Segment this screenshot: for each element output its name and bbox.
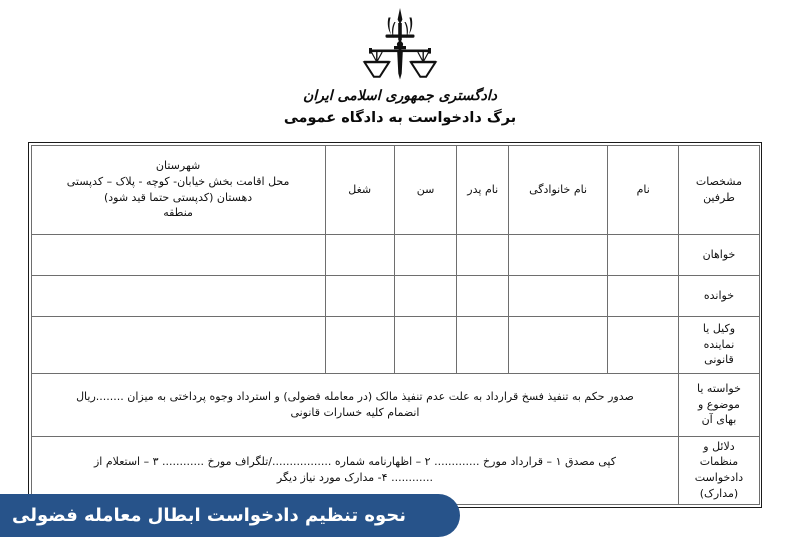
field-defendant-address[interactable] xyxy=(31,275,325,316)
bottom-banner-text: نحوه تنظیم دادخواست ابطال معامله فضولی xyxy=(12,505,406,526)
field-defendant-father-name[interactable] xyxy=(457,275,509,316)
evidence-text-line2: ............ ۴- مدارک مورد نیاز دیگر xyxy=(276,471,434,485)
table-row-attorney xyxy=(31,316,759,373)
address-header-line2: محل اقامت بخش خیابان- کوچه - پلاک – کدپستی xyxy=(66,174,290,188)
table-row-plaintiff xyxy=(31,234,759,275)
address-header-line3: دهستان (کدپستی حتما قید شود) xyxy=(103,190,253,204)
iran-judiciary-emblem-icon xyxy=(354,4,446,92)
address-header-line4: منطقه xyxy=(163,206,193,220)
field-defendant-surname[interactable] xyxy=(509,275,608,316)
row-label-plaintiff: خواهان xyxy=(679,234,759,275)
row-label-evidence-line2: منظمات xyxy=(699,455,739,469)
row-label-defendant: خوانده xyxy=(679,275,759,316)
claim-text-line1: صدور حکم به تنفیذ فسخ قرارداد به علت عدم تنفیذ مالک (در معامله فضولی) و استرداد وجوه پرداختی به میزان ........ریال xyxy=(76,389,634,403)
row-label-evidence-line4: (مدارک) xyxy=(699,487,739,501)
field-attorney-surname[interactable] xyxy=(509,316,608,373)
emblem-container xyxy=(0,4,800,96)
field-plaintiff-name[interactable] xyxy=(608,234,679,275)
field-defendant-age[interactable] xyxy=(394,275,457,316)
column-header-address xyxy=(31,145,325,234)
row-label-attorney xyxy=(679,316,759,373)
row-label-evidence xyxy=(679,436,759,505)
field-attorney-name[interactable] xyxy=(608,316,679,373)
column-header-job: شغل xyxy=(325,145,394,234)
row-label-evidence-line1: دلائل و xyxy=(703,439,735,453)
field-plaintiff-job[interactable] xyxy=(325,234,394,275)
row-label-claim xyxy=(679,373,759,436)
table-header-row xyxy=(31,145,759,234)
field-attorney-job[interactable] xyxy=(325,316,394,373)
row-label-evidence-line3: دادخواست xyxy=(694,471,744,485)
column-header-party: مشخصات طرفین xyxy=(679,145,759,234)
row-label-attorney-line3: قانونی xyxy=(704,353,734,367)
field-defendant-name[interactable] xyxy=(608,275,679,316)
field-claim-text[interactable] xyxy=(31,373,679,436)
address-header-line1: شهرستان xyxy=(155,158,201,172)
row-label-attorney-line2: نماینده xyxy=(703,337,735,351)
bottom-banner xyxy=(0,494,460,537)
field-attorney-father-name[interactable] xyxy=(457,316,509,373)
organization-name: دادگستری جمهوری اسلامی ایران xyxy=(302,88,498,104)
column-header-age: سن xyxy=(394,145,457,234)
field-plaintiff-father-name[interactable] xyxy=(457,234,509,275)
table-row-defendant xyxy=(31,275,759,316)
petition-form-table xyxy=(28,142,762,508)
evidence-text-line1: کپی مصدق ۱ – قرارداد مورخ ............. ۲ – اظهارنامه شماره ................./تلگراف مورخ ............ ۳ – استعلام از xyxy=(93,455,616,469)
field-plaintiff-surname[interactable] xyxy=(509,234,608,275)
field-plaintiff-age[interactable] xyxy=(394,234,457,275)
field-defendant-job[interactable] xyxy=(325,275,394,316)
column-header-name: نام xyxy=(608,145,679,234)
field-plaintiff-address[interactable] xyxy=(31,234,325,275)
table-row-claim xyxy=(31,373,759,436)
column-header-surname: نام خانوادگی xyxy=(509,145,608,234)
row-label-attorney-line1: وکیل یا xyxy=(702,321,736,335)
field-attorney-address[interactable] xyxy=(31,316,325,373)
column-header-father-name: نام پدر xyxy=(457,145,509,234)
row-label-claim-line3: بهای آن xyxy=(701,413,737,427)
page-title: برگ دادخواست به دادگاه عمومی xyxy=(283,110,517,126)
row-label-claim-line1: خواسته یا xyxy=(697,381,741,395)
claim-text-line2: انضمام کلیه خسارات قانونی xyxy=(290,405,420,419)
field-attorney-age[interactable] xyxy=(394,316,457,373)
row-label-claim-line2: موضوع و xyxy=(697,397,740,411)
